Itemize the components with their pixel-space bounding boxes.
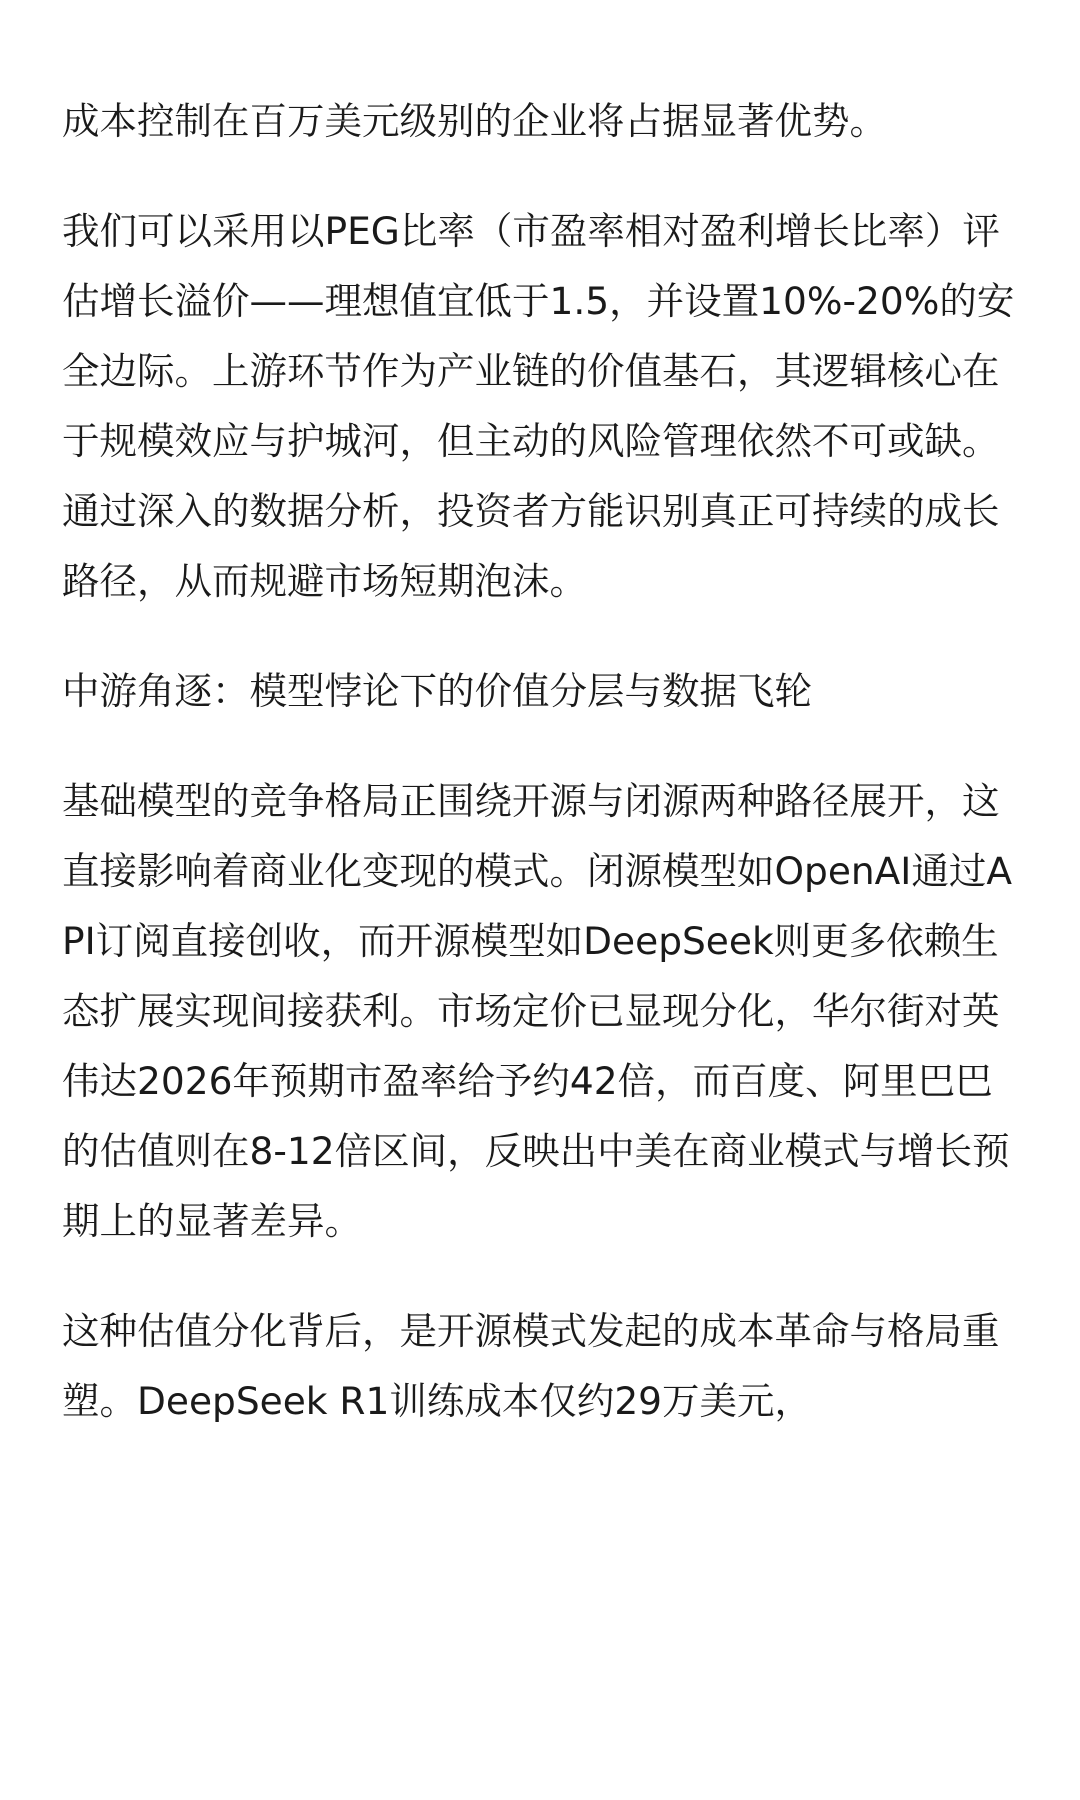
paragraph-cost-revolution: 这种估值分化背后，是开源模式发起的成本革命与格局重塑。DeepSeek R1训练成本仅约29万美元，: [62, 1309, 1000, 1423]
paragraph-peg-valuation: 我们可以采用以PEG比率（市盈率相对盈利增长比率）评估增长溢价——理想值宜低于1.5，并设置10%-20%的安全边际。上游环节作为产业链的价值基石，其逻辑核心在于规模效应与护城河，但主动的风险管理依然不可或缺。通过深入的数据分析，投资者方能识别真正可持续的成长路径，从而规避市场短期泡沫。: [62, 209, 1015, 603]
section-heading-midstream: 中游角逐：模型悖论下的价值分层与数据飞轮: [62, 669, 812, 713]
article-body: [62, 86, 1022, 1476]
paragraph-foundation-models: 基础模型的竞争格局正围绕开源与闭源两种路径展开，这直接影响着商业化变现的模式。闭源模型如OpenAI通过API订阅直接创收，而开源模型如DeepSeek则更多依赖生态扩展实现间接获利。市场定价已显现分化，华尔街对英伟达2026年预期市盈率给予约42倍，而百度、阿里巴巴的估值则在8-12倍区间，反映出中美在商业模式与增长预期上的显著差异。: [62, 779, 1013, 1243]
paragraph-cost-control: 成本控制在百万美元级别的企业将占据显著优势。: [62, 99, 887, 143]
